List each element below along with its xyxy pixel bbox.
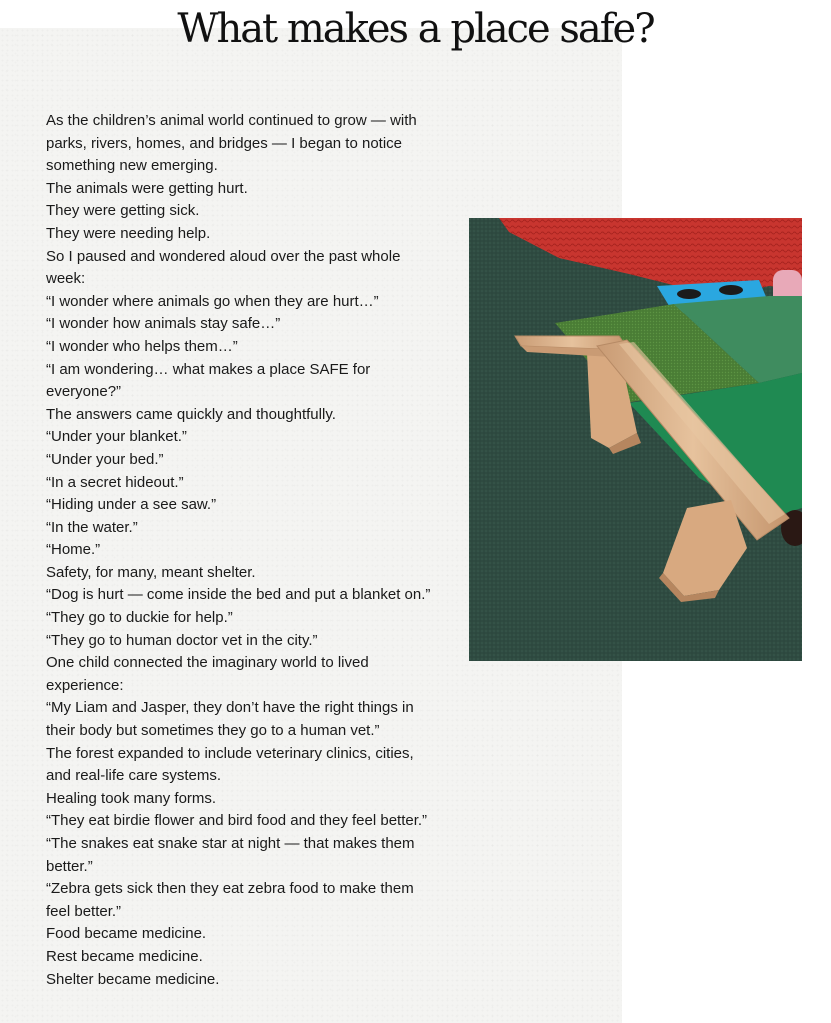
text-line: better.” bbox=[46, 857, 93, 875]
text-line: They were getting sick. bbox=[46, 202, 200, 220]
text-line: “Hiding under a see saw.” bbox=[46, 496, 217, 514]
text-line: “The snakes eat snake star at night — that makes them bbox=[46, 835, 415, 852]
text-line: One child connected the imaginary world to lived bbox=[46, 654, 369, 672]
text-line: “I wonder who helps them…” bbox=[46, 337, 238, 355]
text-line: “I am wondering… what makes a place SAFE for bbox=[46, 360, 371, 378]
text-line: “I wonder where animals go when they are hurt…” bbox=[46, 292, 379, 310]
text-line: “They go to human doctor vet in the city.” bbox=[46, 631, 318, 649]
text-line: and real-life care systems. bbox=[46, 767, 222, 785]
toy-animal bbox=[677, 289, 701, 299]
toy-animal bbox=[719, 285, 743, 295]
text-line: feel better.” bbox=[46, 902, 122, 920]
text-line: The answers came quickly and thoughtfully. bbox=[46, 405, 336, 423]
text-line: The animals were getting hurt. bbox=[46, 179, 248, 197]
text-line: Food became medicine. bbox=[46, 925, 207, 943]
text-line: Shelter became medicine. bbox=[46, 970, 220, 988]
text-line: their body but sometimes they go to a human vet.” bbox=[46, 722, 380, 740]
body-text bbox=[46, 110, 476, 991]
text-line: Safety, for many, meant shelter. bbox=[46, 563, 256, 581]
text-line: They were needing help. bbox=[46, 224, 211, 242]
page-title: What makes a place safe? bbox=[177, 6, 654, 52]
bridge-photo bbox=[469, 218, 802, 661]
text-line: “Home.” bbox=[46, 541, 101, 559]
text-line: “They eat birdie flower and bird food and they feel better.” bbox=[46, 812, 428, 830]
text-line: “They go to duckie for help.” bbox=[46, 609, 233, 627]
text-line: As the children’s animal world continued to grow — with bbox=[46, 112, 417, 129]
text-line: “In a secret hideout.” bbox=[46, 473, 184, 491]
text-line: week: bbox=[46, 270, 86, 288]
text-line: experience: bbox=[46, 676, 124, 694]
text-line: “Dog is hurt — come inside the bed and put a blanket on.” bbox=[46, 586, 431, 604]
text-line: So I paused and wondered aloud over the past whole bbox=[46, 247, 401, 265]
text-line: “In the water.” bbox=[46, 518, 138, 536]
text-line: “Zebra gets sick then they eat zebra food to make them bbox=[46, 880, 414, 898]
text-line: parks, rivers, homes, and bridges — I began to notice bbox=[46, 134, 403, 152]
text-line: “Under your bed.” bbox=[46, 450, 164, 468]
text-line: Healing took many forms. bbox=[46, 789, 217, 807]
text-line: “My Liam and Jasper, they don’t have the right things in bbox=[46, 699, 414, 717]
text-line: “Under your blanket.” bbox=[46, 428, 187, 446]
text-line: Rest became medicine. bbox=[46, 947, 203, 965]
text-line: “I wonder how animals stay safe…” bbox=[46, 315, 281, 333]
text-line: something new emerging. bbox=[46, 157, 218, 175]
text-line: The forest expanded to include veterinary clinics, cities, bbox=[46, 744, 414, 762]
text-line: everyone?” bbox=[46, 383, 122, 401]
